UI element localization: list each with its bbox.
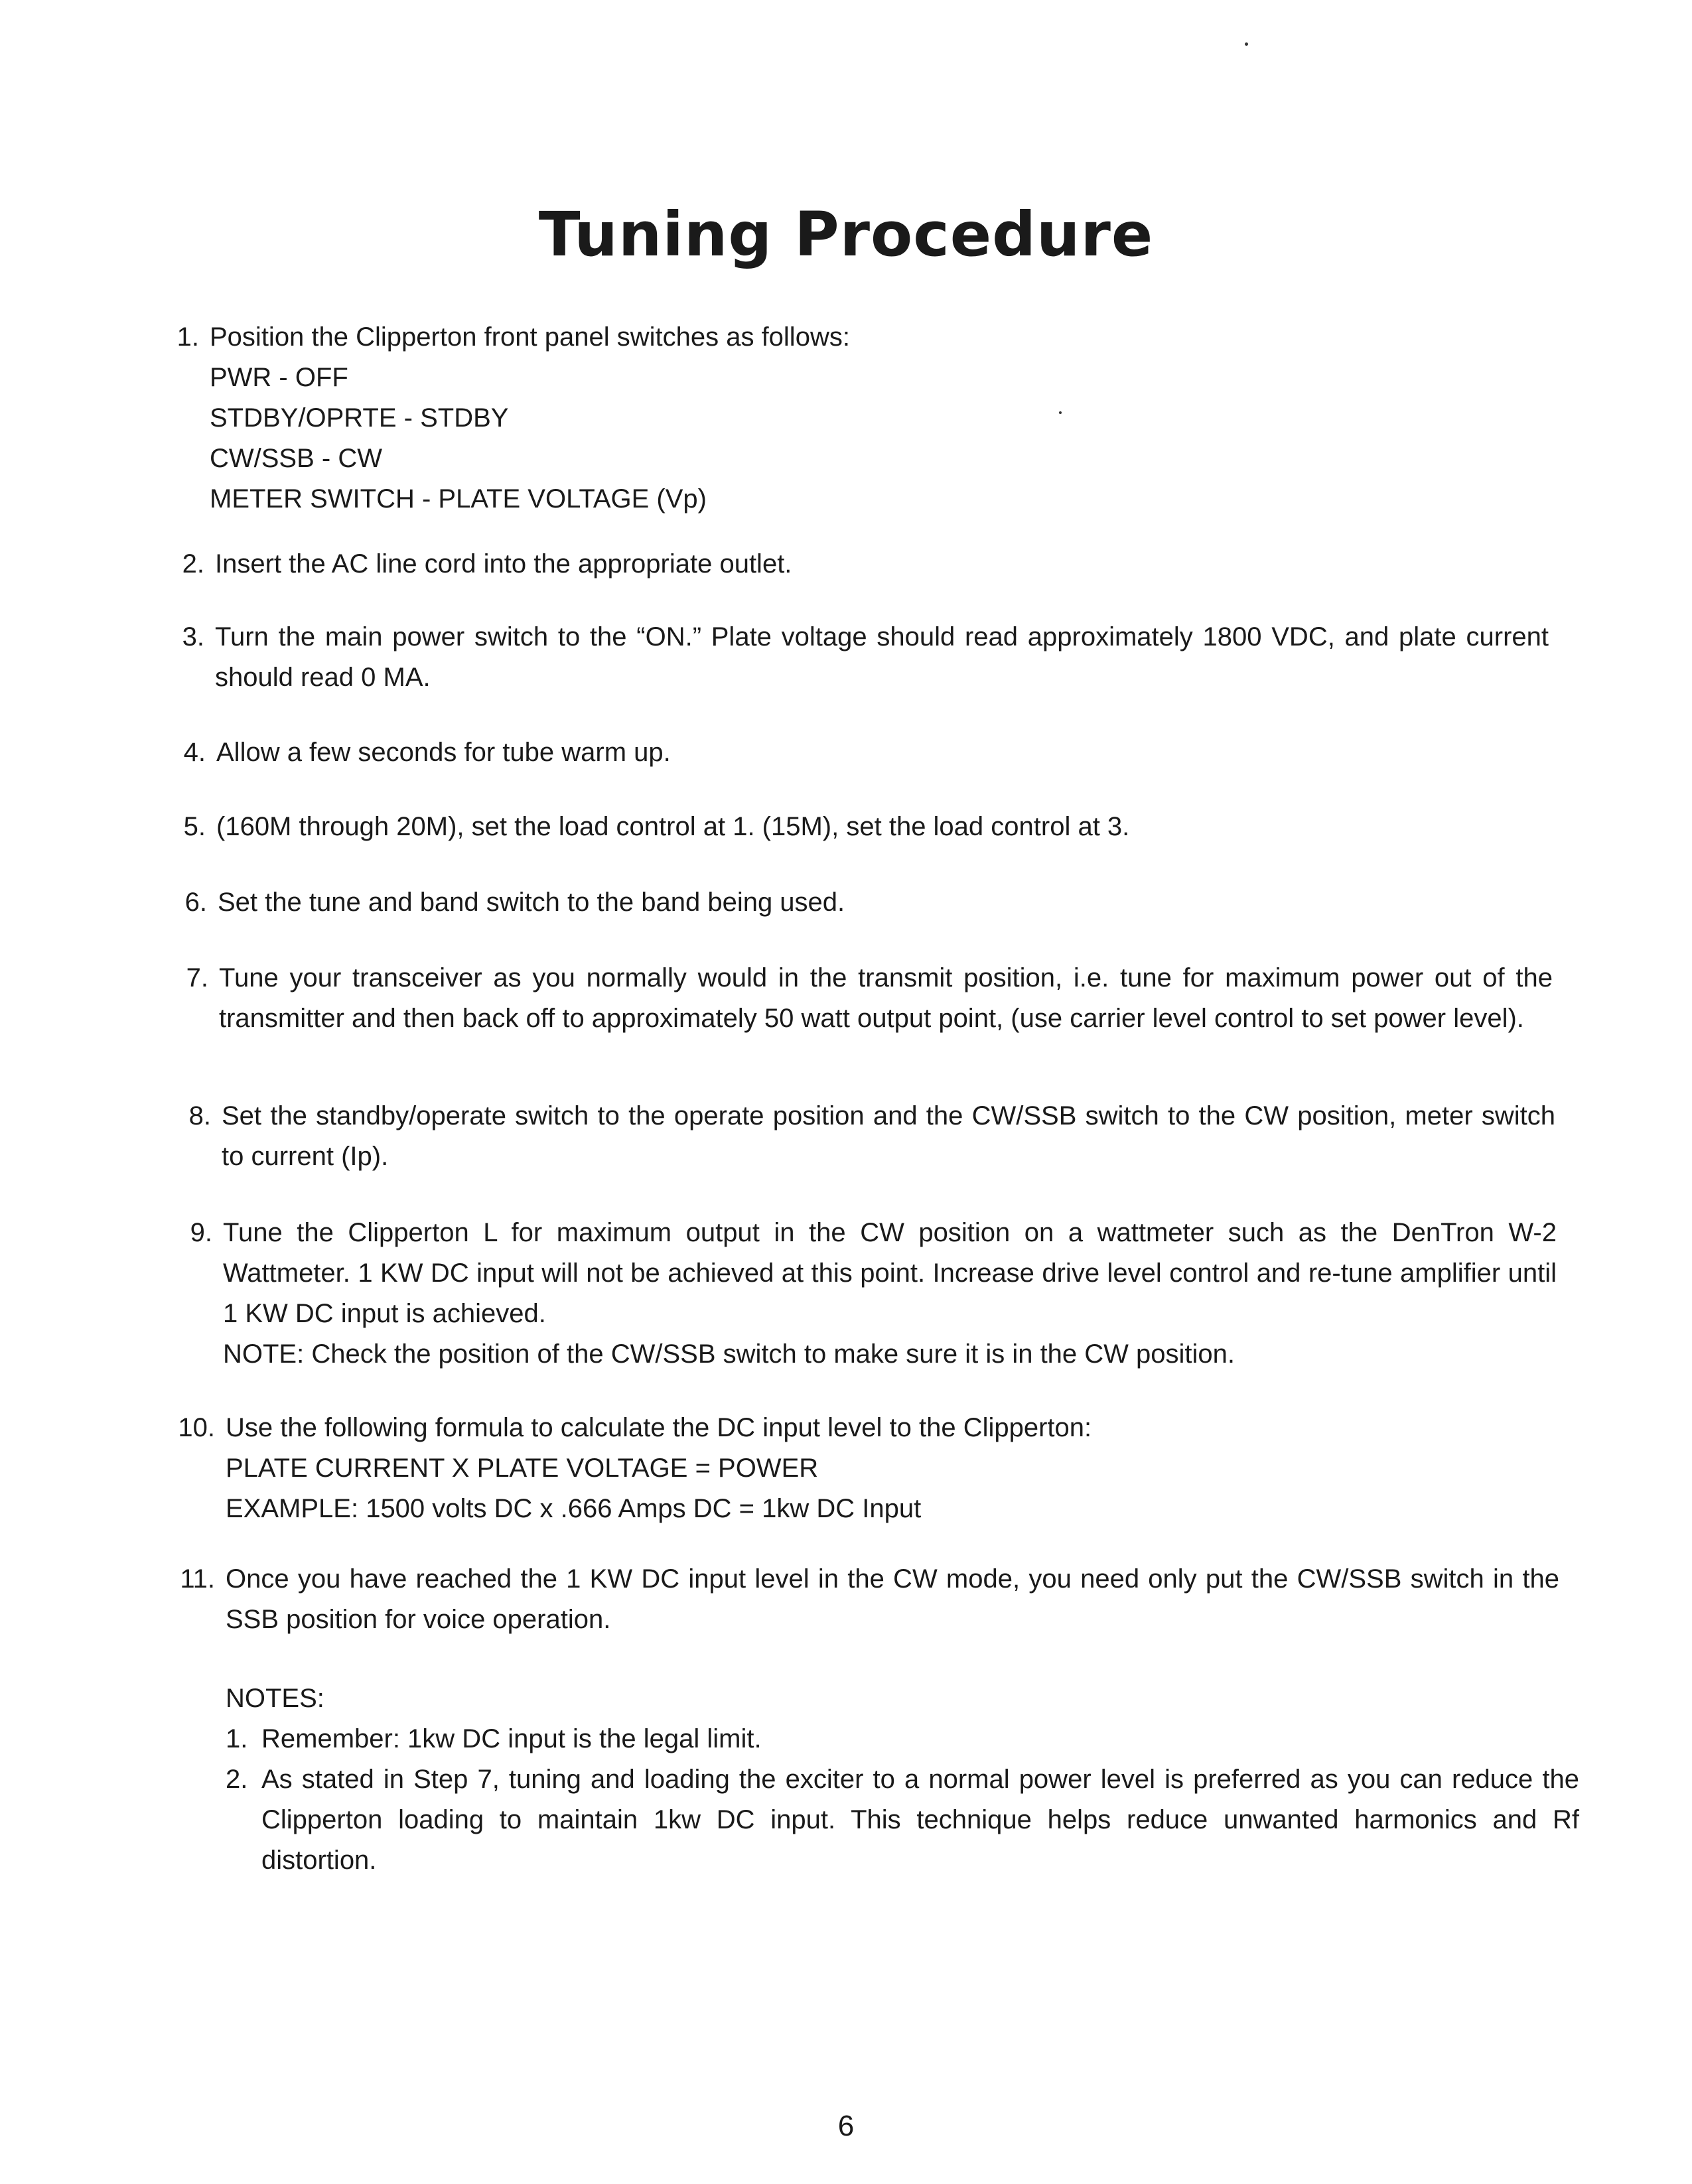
step-1-line-3: STDBY/OPRTE - STDBY: [210, 403, 509, 433]
step-9-text: Tune the Clipperton L for maximum output in the CW position on a wattmeter such as the DenTron W-2 Wattmeter. 1 KW DC input will not be achieved at this point. Increase drive level control and re-tune amplifier until 1 KW DC input is achieved.: [223, 1218, 1557, 1328]
step-11: [180, 1559, 1559, 1640]
step-7-text: Tune your transceiver as you normally would in the transmit position, i.e. tune for maximum power out of the transmitter and then back off to approximately 50 watt output point, (use carrier level control to set power level).: [219, 963, 1553, 1033]
step-3: [182, 617, 1549, 698]
step-3-text: Turn the main power switch to the “ON.” Plate voltage should read approximately 1800 VDC, and plate current should read 0 MA.: [215, 622, 1549, 692]
step-1-line-2: PWR - OFF: [210, 363, 348, 392]
page-number: 6: [837, 2110, 855, 2142]
step-10-line-3: EXAMPLE: 1500 volts DC x .666 Amps DC = 1kw DC Input: [226, 1494, 922, 1523]
step-1-line-5: METER SWITCH - PLATE VOLTAGE (Vp): [210, 484, 707, 513]
scan-speck: [1245, 42, 1248, 46]
step-1-line-4: CW/SSB - CW: [210, 444, 382, 473]
step-9-note: NOTE: Check the position of the CW/SSB switch to make sure it is in the CW position.: [223, 1339, 1235, 1369]
step-7: [186, 958, 1553, 1039]
step-number: 2.: [182, 549, 204, 579]
step-number: 3.: [182, 622, 204, 651]
step-2-text: Insert the AC line cord into the appropriate outlet.: [215, 549, 792, 579]
scan-speck: [1059, 411, 1062, 414]
notes-heading: NOTES:: [226, 1684, 324, 1713]
step-5-text: (160M through 20M), set the load control at 1. (15M), set the load control at 3.: [216, 812, 1130, 841]
note-number: 2.: [226, 1765, 248, 1794]
notes-section: [226, 1678, 1579, 1881]
step-number: 11.: [180, 1564, 215, 1594]
note-item-1: [226, 1719, 1579, 1759]
step-4-text: Allow a few seconds for tube warm up.: [216, 738, 671, 767]
step-6-text: Set the tune and band switch to the band being used.: [218, 888, 845, 917]
step-11-text: Once you have reached the 1 KW DC input level in the CW mode, you need only put the CW/SSB switch in the SSB position for voice operation.: [226, 1564, 1559, 1634]
step-number: 8.: [188, 1101, 211, 1130]
step-9: [190, 1213, 1557, 1375]
note-number: 1.: [226, 1724, 248, 1753]
step-10-line-1: Use the following formula to calculate the DC input level to the Clipperton:: [226, 1413, 1092, 1442]
note-text: As stated in Step 7, tuning and loading the exciter to a normal power level is preferred as you can reduce the Clipperton loading to maintain 1kw DC input. This technique helps reduce unwanted harmonics and Rf distortion.: [261, 1765, 1579, 1875]
step-5: [183, 807, 1543, 847]
page-title: Tuning Procedure: [538, 199, 1154, 270]
step-number: 10.: [178, 1413, 215, 1442]
step-2: [182, 544, 1542, 584]
step-8: [188, 1096, 1555, 1177]
step-8-text: Set the standby/operate switch to the operate position and the CW/SSB switch to the CW position, meter switch to current (Ip).: [222, 1101, 1555, 1171]
step-4: [183, 732, 1543, 773]
step-number: 5.: [183, 812, 206, 841]
step-number: 6.: [184, 888, 207, 917]
note-text: Remember: 1kw DC input is the legal limit.: [261, 1724, 762, 1753]
note-item-2: [226, 1759, 1579, 1881]
step-1-line-1: Position the Clipperton front panel switches as follows:: [210, 322, 850, 352]
step-1: [176, 317, 1537, 519]
step-number: 1.: [176, 322, 199, 352]
step-number: 9.: [190, 1218, 212, 1247]
step-number: 7.: [186, 963, 208, 992]
step-6: [184, 882, 1545, 923]
step-10-line-2: PLATE CURRENT X PLATE VOLTAGE = POWER: [226, 1454, 819, 1483]
step-number: 4.: [183, 738, 206, 767]
step-10: [178, 1408, 1553, 1529]
